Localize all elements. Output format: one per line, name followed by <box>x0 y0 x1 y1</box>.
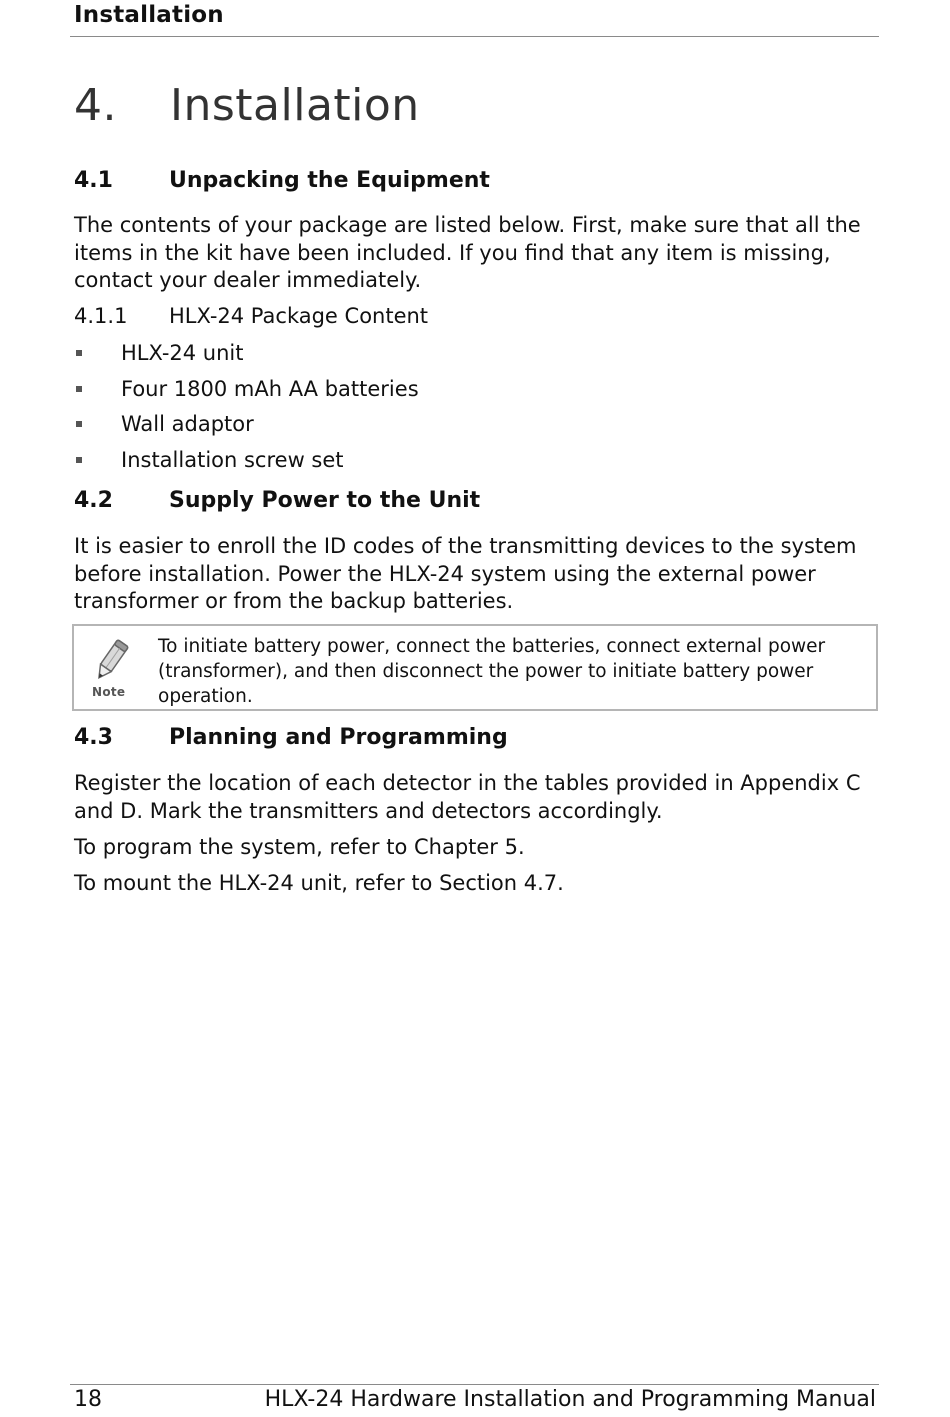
list-item <box>74 445 419 481</box>
section-title: Supply Power to the Unit <box>169 488 481 513</box>
section-number: 4.3 <box>74 725 113 750</box>
chapter-title: Installation <box>170 80 420 131</box>
subsection-title: HLX-24 Package Content <box>169 304 429 328</box>
section-4-3-paragraph: To mount the HLX-24 unit, refer to Section 4.7. <box>74 871 564 895</box>
pencil-note-icon <box>90 636 134 702</box>
page-number: 18 <box>74 1387 102 1412</box>
note-text: To initiate battery power, connect the batteries, connect external power (transformer), and then disconnect the power to initiate battery power operation. <box>158 636 826 707</box>
list-item <box>74 338 419 374</box>
bullet-square-icon <box>76 421 82 427</box>
list-item <box>74 374 419 410</box>
section-heading-4-1 <box>74 168 490 193</box>
chapter-number: 4. <box>74 80 117 131</box>
bullet-square-icon <box>76 386 82 392</box>
package-content-list <box>74 338 419 480</box>
list-item <box>74 409 419 445</box>
note-label: Note <box>92 685 126 699</box>
section-number: 4.2 <box>74 488 113 513</box>
list-item-text: HLX-24 unit <box>121 341 244 365</box>
chapter-heading <box>74 80 420 131</box>
header-divider <box>70 36 879 37</box>
subsection-number: 4.1.1 <box>74 304 128 328</box>
section-heading-4-3 <box>74 725 508 750</box>
section-4-1-body: The contents of your package are listed below. First, make sure that all the items in the kit have been included. If you find that any item is missing, contact your dealer immediately. <box>74 213 861 292</box>
section-heading-4-2 <box>74 488 480 513</box>
section-4-3-paragraph: To program the system, refer to Chapter 5. <box>74 835 525 859</box>
section-title: Planning and Programming <box>169 725 508 750</box>
running-header: Installation <box>74 2 224 28</box>
manual-title: HLX-24 Hardware Installation and Programming Manual <box>264 1387 876 1412</box>
section-number: 4.1 <box>74 168 113 193</box>
bullet-square-icon <box>76 350 82 356</box>
subsection-heading-4-1-1 <box>74 304 428 328</box>
footer-divider <box>70 1384 879 1385</box>
list-item-text: Wall adaptor <box>121 412 254 436</box>
note-callout <box>72 624 878 711</box>
list-item-text: Four 1800 mAh AA batteries <box>121 376 419 401</box>
bullet-square-icon <box>76 457 82 463</box>
list-item-text: Installation screw set <box>121 447 344 472</box>
section-4-3-paragraph: Register the location of each detector in the tables provided in Appendix C and D. Mark the transmitters and detectors accordingly. <box>74 771 861 823</box>
section-4-2-body: It is easier to enroll the ID codes of the transmitting devices to the system before installation. Power the HLX-24 system using the external power transformer or from the backup batteries. <box>74 534 857 613</box>
section-title: Unpacking the Equipment <box>169 168 490 193</box>
